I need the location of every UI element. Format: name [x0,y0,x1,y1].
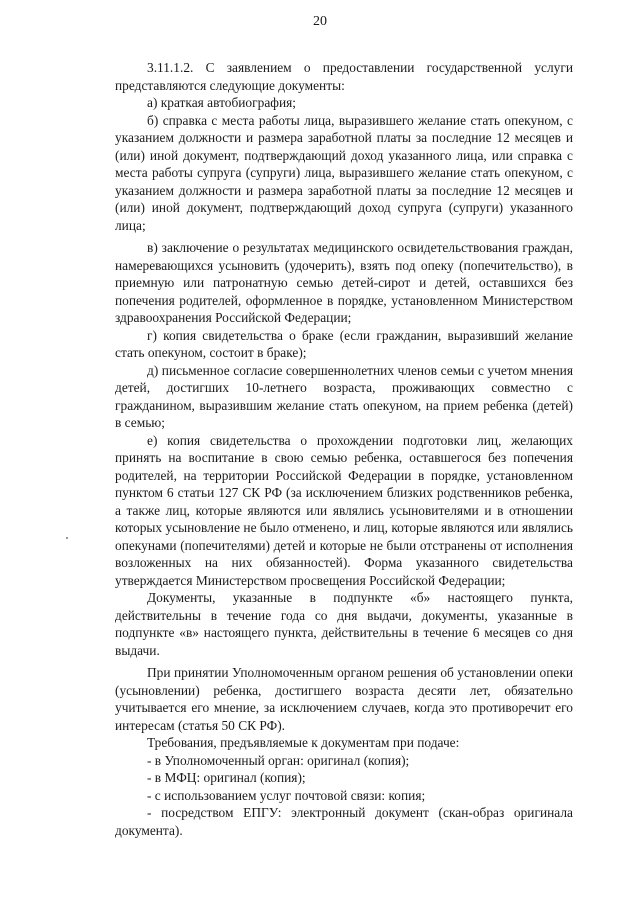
list-item-b: б) справка с места работы лица, выразившего желание стать опекуном, с указанием должности и размера заработной платы за последние 12 месяцев и (или) иной документ, подтверждающий доход указанного лица, или справка с места работы супруга (супруги) лица, выразившего желание стать опекуном, с указанием должности и размера заработной платы за последние 12 месяцев и (или) иной документ, подтверждающий доход супруга (супруги) указанного лица; [115,112,573,233]
paragraph-3-11-1-2: 3.11.1.2. С заявлением о предоставлении государственной услуги представляются следующие документы: [115,60,573,93]
requirement-mfc: - в МФЦ: оригинал (копия); [147,770,306,785]
page-number: 20 [313,14,327,29]
list-item-d: д) письменное согласие совершеннолетних членов семьи с учетом мнения детей, достигших 10-летнего возраста, проживающих совместно с гражданином, выразившим желание стать опекуном, на прием ребенка (детей) в семью; [115,362,573,430]
child-opinion-paragraph: При принятии Уполномоченным органом решения об установлении опеки (усыновлении) ребенка, достигшего возраста десяти лет, обязательно учитывается его мнение, за исключением случаев, когда это противоречит его интересам (статья 50 СК РФ). [115,665,573,733]
requirements-heading: Требования, предъявляемые к документам при подаче: [147,735,460,750]
requirement-postal: - с использованием услуг почтовой связи: копия; [147,787,426,803]
list-item-g: г) копия свидетельства о браке (если гражданин, выразивший желание стать опекуном, состоит в браке); [115,327,573,360]
validity-paragraph: Документы, указанные в подпункте «б» настоящего пункта, действительны в течение года со дня выдачи, документы, указанные в подпункте «в» настоящего пункта, действительны в течение 6 месяцев со дня выдачи. [115,590,573,658]
list-item-e: е) копия свидетельства о прохождении подготовки лиц, желающих принять на воспитание в свою семью ребенка, оставшегося без попечения родителей, на территории Российской Федерации в порядке, установленном пунктом 6 статьи 127 СК РФ (за исключением близких родственников ребенка, а также лиц, которые являются или являлись усыновителями и в отношении которых усыновление не было отменено, и лиц, которые являются или являлись опекунами (попечителями) детей и которые не были отстранены от исполнения возложенных на них обязанностей). Форма указанного свидетельства утверждается Министерством просвещения Российской Федерации; [115,432,573,588]
scan-speck [66,537,68,539]
requirement-epgu: - посредством ЕПГУ: электронный документ (скан-образ оригинала документа). [115,805,573,838]
list-item-a: а) краткая автобиография; [147,95,296,110]
list-item-v: в) заключение о результатах медицинского освидетельствования граждан, намеревающихся усыновить (удочерить), взять под опеку (попечительство), в приемную или патронатную семью детей-сирот и детей, оставшихся без попечения родителей, оформленное в порядке, установленном Министерством здравоохранения Российской Федерации; [115,240,573,325]
requirement-authority: - в Уполномоченный орган: оригинал (копия); [147,752,410,768]
document-body [115,59,573,839]
